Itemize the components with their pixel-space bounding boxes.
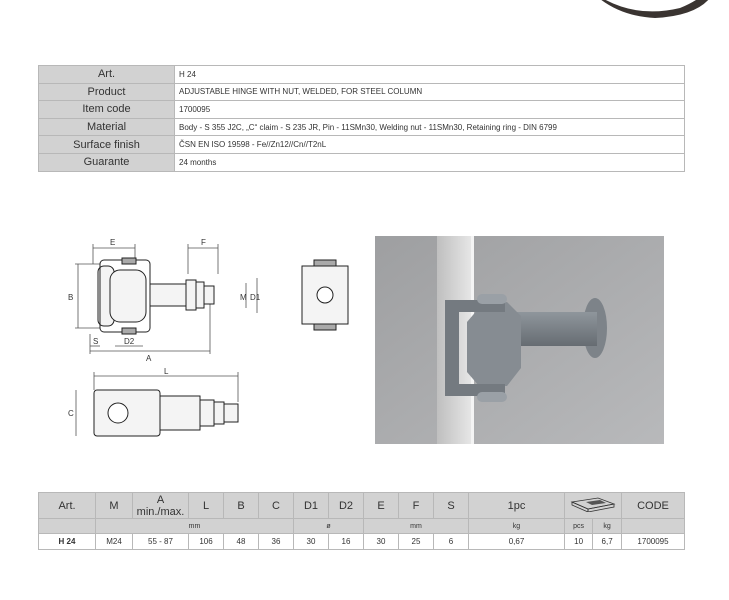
dim-label-c: C [68, 409, 74, 418]
dim-label-e: E [110, 238, 116, 247]
spec-value: ČSN EN ISO 19598 - Fe//Zn12//Cn//T2nL [175, 136, 685, 154]
unit-pcs: pcs [565, 519, 593, 534]
cell-code: 1700095 [622, 534, 685, 550]
dim-label-d2: D2 [124, 337, 135, 346]
cell-l: 106 [189, 534, 224, 550]
unit-diameter: ø [294, 519, 364, 534]
spec-row [39, 118, 685, 136]
unit-kg: kg [469, 519, 565, 534]
spec-row [39, 83, 685, 101]
spec-value: 1700095 [175, 101, 685, 119]
cell-d1: 30 [294, 534, 329, 550]
col-header-art: Art. [39, 493, 96, 519]
col-header-d1: D1 [294, 493, 329, 519]
col-header-code: CODE [622, 493, 685, 519]
spec-label: Product [39, 83, 175, 101]
dim-label-l: L [164, 367, 169, 376]
unit-mm: mm [96, 519, 294, 534]
spec-label: Surface finish [39, 136, 175, 154]
spec-label: Guarante [39, 153, 175, 171]
cell-pcs: 10 [565, 534, 593, 550]
spec-value: ADJUSTABLE HINGE WITH NUT, WELDED, FOR STEEL COLUMN [175, 83, 685, 101]
unit-kg: kg [593, 519, 622, 534]
table-row [39, 534, 685, 550]
cell-s: 6 [434, 534, 469, 550]
col-header-a: A min./max. [133, 493, 189, 519]
dimensions-table [38, 492, 685, 550]
cell-a: 55 - 87 [133, 534, 189, 550]
table-units-row [39, 519, 685, 534]
spec-row [39, 153, 685, 171]
dim-label-b: B [68, 293, 74, 302]
cell-b: 48 [224, 534, 259, 550]
technical-drawing-top-view [60, 234, 280, 364]
col-header-d2: D2 [329, 493, 364, 519]
hinge-photo [375, 236, 664, 444]
spec-value: 24 months [175, 153, 685, 171]
spec-value: H 24 [175, 66, 685, 84]
col-header-l: L [189, 493, 224, 519]
cell-c: 36 [259, 534, 294, 550]
cell-d2: 16 [329, 534, 364, 550]
dim-label-m: M [240, 293, 247, 302]
spec-table [38, 65, 685, 172]
spec-label: Material [39, 118, 175, 136]
cell-e: 30 [364, 534, 399, 550]
col-header-1pc: 1pc [469, 493, 565, 519]
technical-drawing-side-view [298, 258, 354, 338]
col-header-e: E [364, 493, 399, 519]
dim-label-d1: D1 [250, 293, 261, 302]
product-image-fragment [560, 0, 720, 18]
spec-label: Art. [39, 66, 175, 84]
cell-m: M24 [96, 534, 133, 550]
cell-weight: 0,67 [469, 534, 565, 550]
spec-row [39, 136, 685, 154]
technical-drawing-front-view [66, 366, 256, 446]
spec-value: Body - S 355 J2C, „C“ claim - S 235 JR, Pin - 11SMn30, Welding nut - 11SMn30, Retaining ring - DIN 6799 [175, 118, 685, 136]
table-header-row [39, 493, 685, 519]
unit-mm: mm [364, 519, 469, 534]
col-header-b: B [224, 493, 259, 519]
spec-row [39, 101, 685, 119]
box-icon [568, 496, 618, 512]
cell-f: 25 [399, 534, 434, 550]
col-header-c: C [259, 493, 294, 519]
col-header-s: S [434, 493, 469, 519]
dim-label-a: A [146, 354, 152, 363]
col-header-box [565, 493, 622, 519]
dim-label-s: S [93, 337, 99, 346]
cell-art: H 24 [39, 534, 96, 550]
spec-label: Item code [39, 101, 175, 119]
spec-row [39, 66, 685, 84]
col-header-m: M [96, 493, 133, 519]
cell-box-kg: 6,7 [593, 534, 622, 550]
col-header-f: F [399, 493, 434, 519]
dim-label-f: F [201, 238, 206, 247]
